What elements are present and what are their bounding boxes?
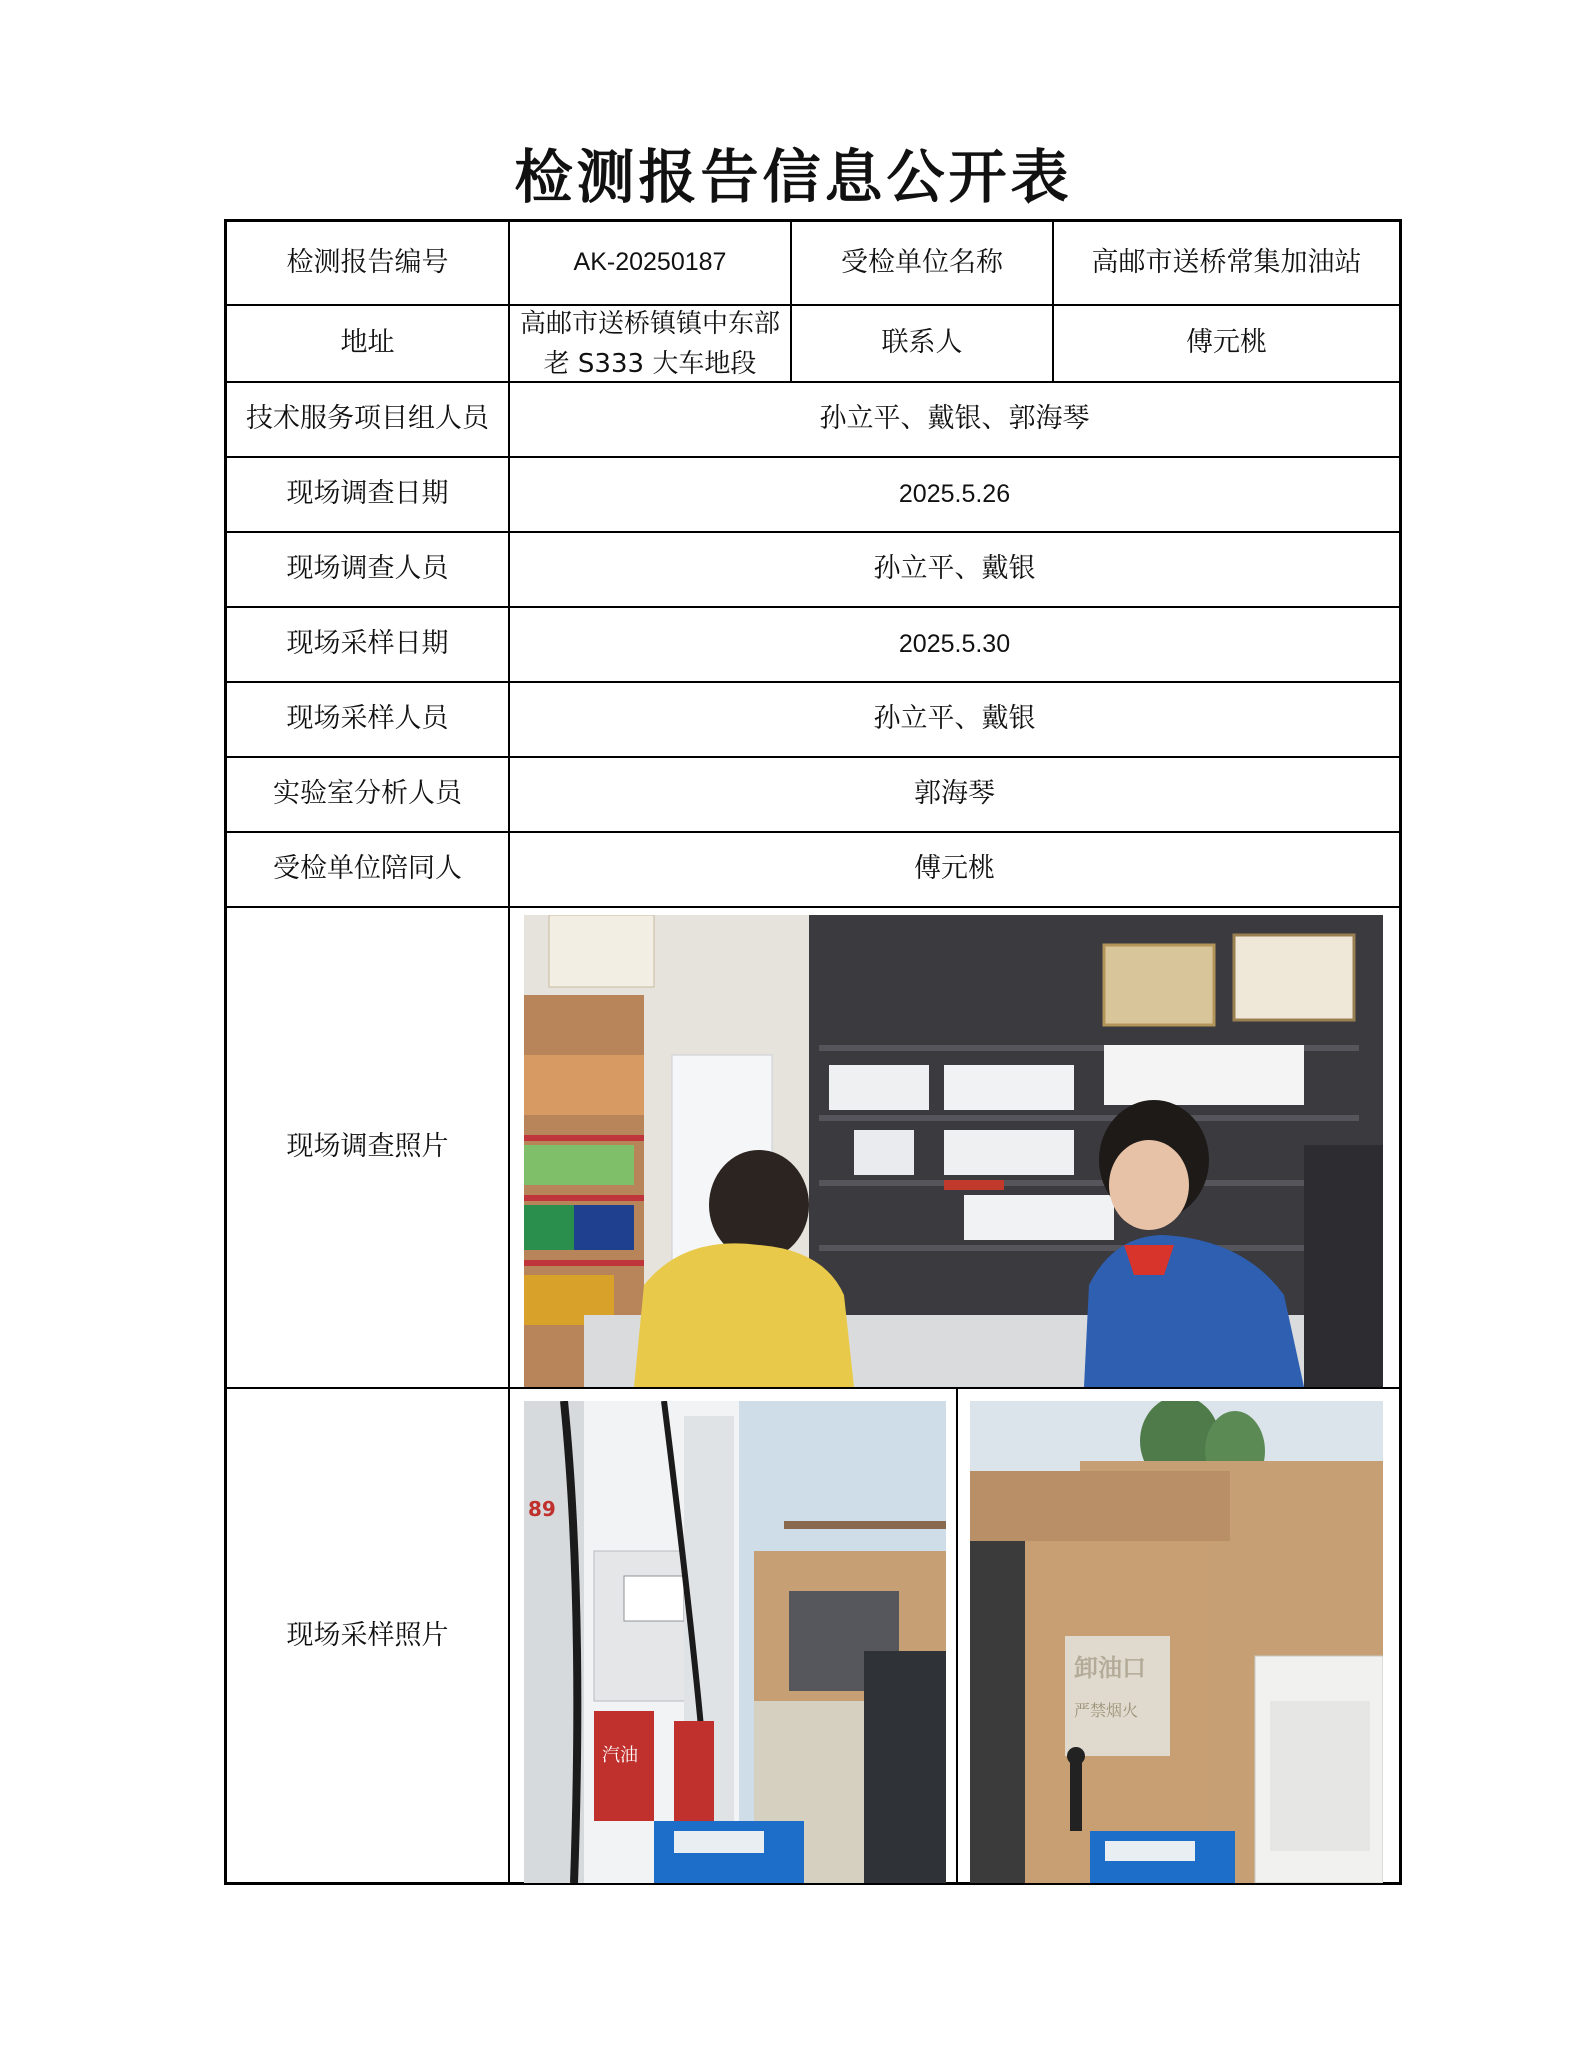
project-team-label: 技术服务项目组人员 — [246, 403, 489, 435]
address-label: 地址 — [340, 327, 395, 359]
report-number-label: 检测报告编号 — [286, 246, 449, 278]
survey-photo — [524, 915, 1383, 1387]
page-title: 检测报告信息公开表 — [514, 143, 1073, 211]
pump-label-text: 汽油 — [602, 1745, 638, 1766]
unit-name-value: 高邮市送桥常集加油站 — [1091, 246, 1362, 278]
report-table — [224, 219, 1402, 1885]
project-team-value: 孙立平、戴银、郭海琴 — [819, 403, 1090, 435]
survey-date-value: 2025.5.26 — [898, 479, 1011, 508]
contact-label: 联系人 — [881, 327, 963, 359]
sampling-photo-label: 现场采样照片 — [286, 1619, 449, 1651]
sampling-staff-label: 现场采样人员 — [286, 703, 449, 735]
sampling-staff-value: 孙立平、戴银 — [873, 703, 1036, 735]
address-value: 高邮市送桥镇镇中东部老 S333 大车地段 — [519, 308, 780, 379]
escort-label: 受检单位陪同人 — [273, 853, 462, 885]
pump-number-text: 89 — [528, 1497, 556, 1521]
escort-value: 傅元桃 — [914, 853, 995, 885]
box-label-text: 卸油口 — [1074, 1654, 1146, 1682]
survey-photo-label: 现场调查照片 — [286, 1131, 449, 1163]
survey-date-label: 现场调查日期 — [286, 478, 449, 510]
report-number-value: AK-20250187 — [573, 248, 727, 277]
sampling-photo-box — [970, 1401, 1383, 1883]
survey-staff-label: 现场调查人员 — [286, 553, 449, 585]
unit-name-label: 受检单位名称 — [841, 246, 1003, 278]
lab-analyst-value: 郭海琴 — [914, 778, 995, 810]
contact-value: 傅元桃 — [1186, 327, 1267, 359]
sampling-photo-pump — [524, 1401, 946, 1883]
sampling-date-label: 现场采样日期 — [286, 628, 449, 660]
survey-staff-value: 孙立平、戴银 — [873, 553, 1036, 585]
box-warning-text: 严禁烟火 — [1074, 1701, 1139, 1720]
sampling-date-value: 2025.5.30 — [898, 629, 1011, 658]
lab-analyst-label: 实验室分析人员 — [273, 778, 462, 810]
